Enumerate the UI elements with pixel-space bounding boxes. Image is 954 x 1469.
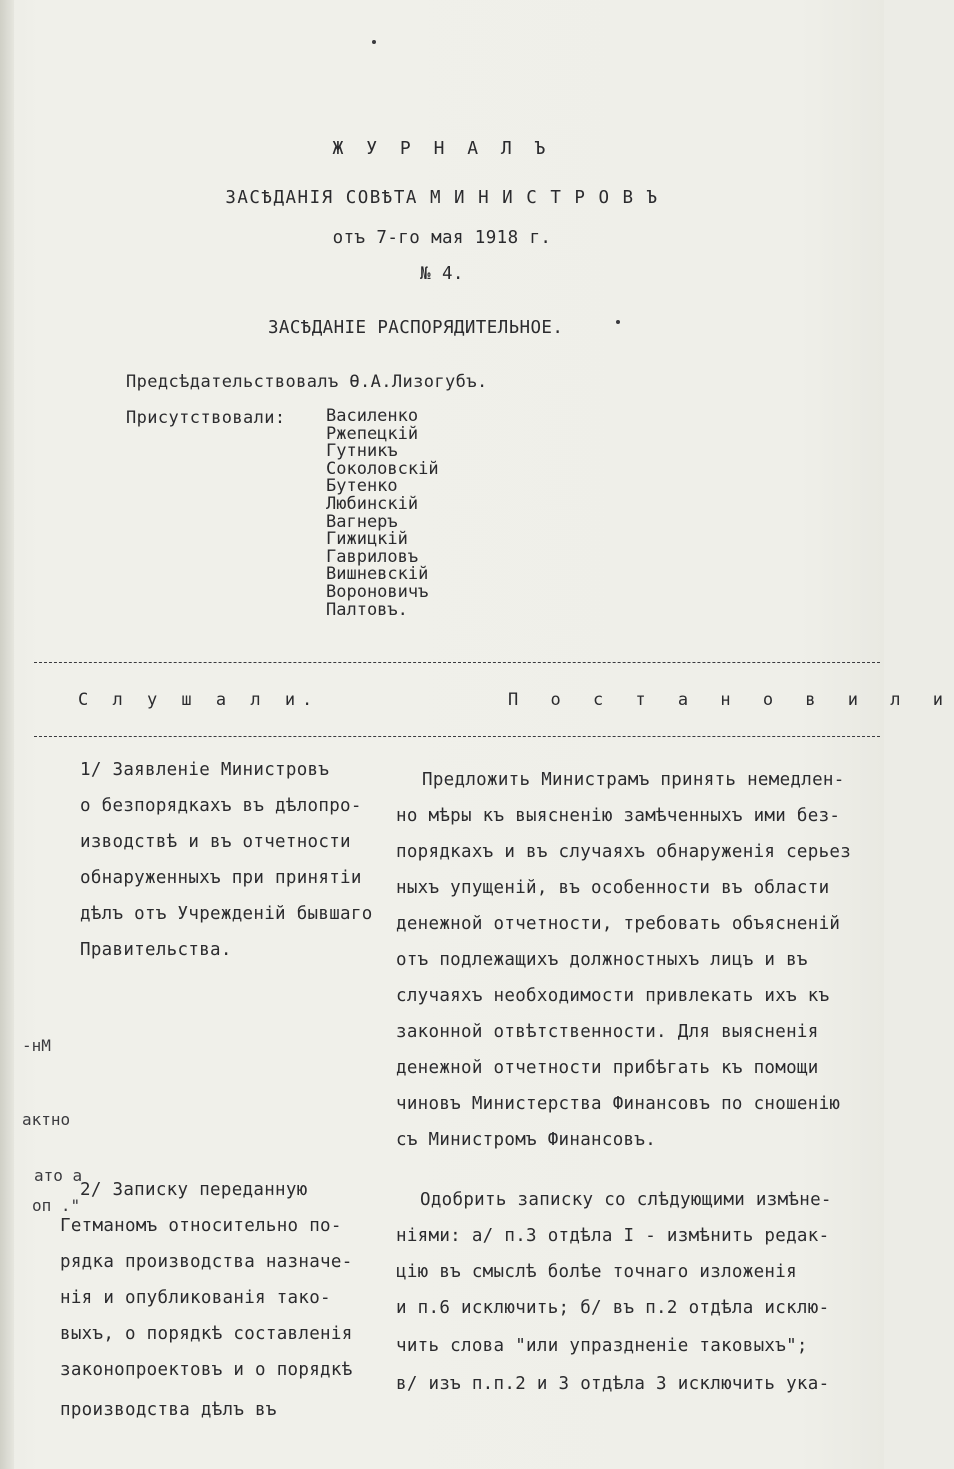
text-line: денежной отчетности, требовать объясненiй [396,914,841,934]
margin-mark: актно [22,1110,71,1129]
text-line: съ Министромъ Финансовъ. [396,1130,657,1150]
present-name: Гутникъ [326,441,398,462]
text-line: чить слова "или упраздненiе таковыхъ"; [396,1336,808,1356]
text-line: отъ подлежащихъ должностныхъ лицъ и въ [396,950,808,970]
journal-date: отъ 7-го мая 1918 г. [332,228,552,248]
margin-mark: -нМ [22,1036,51,1055]
text-line: 2/ Записку переданную [80,1180,308,1200]
present-name: Вагнеръ [326,511,398,532]
text-line: случаяхъ необходимости привлекать ихъ къ [396,986,830,1006]
text-line: порядкахъ и въ случаяхъ обнаруженiя серьез [396,842,852,862]
text-line: но мѣры къ выясненiю замѣченныхъ ими без- [396,806,841,826]
text-line: законопроектовъ и о порядкѣ [60,1360,353,1380]
present-name: Вишневскiй [326,564,429,585]
journal-title: Ж У Р Н А Л Ъ [332,138,552,159]
text-line: обнаруженныхъ при принятiи [80,868,362,888]
text-line: Гетманомъ относительно по- [60,1216,342,1236]
column-heard: С л у ш а л и. [78,690,320,710]
present-name: Василенко [326,406,419,426]
text-line: о безпорядкахъ въ дѣлопро- [80,796,362,816]
text-line: нiями: а/ п.3 отдѣла I - измѣнить редак- [396,1226,830,1246]
chair-line: Предсѣдательствовалъ Ѳ.А.Лизогубъ. [126,372,488,392]
text-line: Одобрить записку со слѣдующими измѣне- [420,1190,832,1210]
page-edge [0,0,14,1469]
margin-mark: ато а [34,1166,83,1185]
text-line: производства дѣлъ въ [60,1400,277,1420]
column-resolved: П о с т а н о в и л и [508,690,954,710]
margin-mark: оп ." [32,1196,81,1215]
present-name: Вороновичъ [326,581,429,602]
text-line: нiя и опубликованiя тако- [60,1288,331,1308]
ink-dot [372,40,376,44]
text-line: Предложить Министрамъ принять немедлен- [422,770,845,790]
present-name: Соколовскiй [326,458,439,479]
text-line: ныхъ упущенiй, въ особенности въ области [396,878,830,898]
session-type: ЗАСѢДАНIЕ РАСПОРЯДИТЕЛЬНОЕ. [268,318,564,338]
present-name: Гавриловъ [326,546,419,567]
present-name: Гижицкiй [326,529,408,550]
text-line: Правительства. [80,940,232,960]
text-line: выхъ, о порядкѣ составленiя [60,1324,353,1344]
journal-subtitle: ЗАСѢДАНIЯ СОВѢТА М И Н И С Т Р О В Ъ [225,188,659,208]
text-line: в/ изъ п.п.2 и 3 отдѣла 3 исключить ука- [396,1374,830,1394]
journal-number: № 4. [420,264,464,284]
text-line: и п.6 исключить; б/ въ п.2 отдѣла исклю- [396,1298,830,1318]
text-line: 1/ Заявленiе Министровъ [80,760,330,780]
present-name: Любинскiй [326,493,419,514]
text-line: рядка производства назначе- [60,1252,353,1272]
text-line: законной отвѣтственности. Для выясненiя [396,1022,819,1042]
present-name: Ржепецкiй [326,423,419,444]
text-line: дѣлъ отъ Учрежденiй бывшаго [80,904,373,924]
text-line: цiю въ смыслѣ болѣе точнаго изложенiя [396,1262,797,1282]
ink-dot [616,320,620,324]
dashed-separator [34,662,880,663]
present-name: Бутенко [326,476,398,497]
text-line: чиновъ Министерства Финансовъ по сношенiю [396,1094,841,1114]
present-name: Палтовъ. [326,599,408,620]
text-line: изводствѣ и въ отчетности [80,832,351,852]
text-line: денежной отчетности прибѣгать къ помощи [396,1058,819,1078]
present-label: Присутствовали: [126,408,286,428]
dashed-separator [34,736,880,737]
present-names [326,408,439,619]
